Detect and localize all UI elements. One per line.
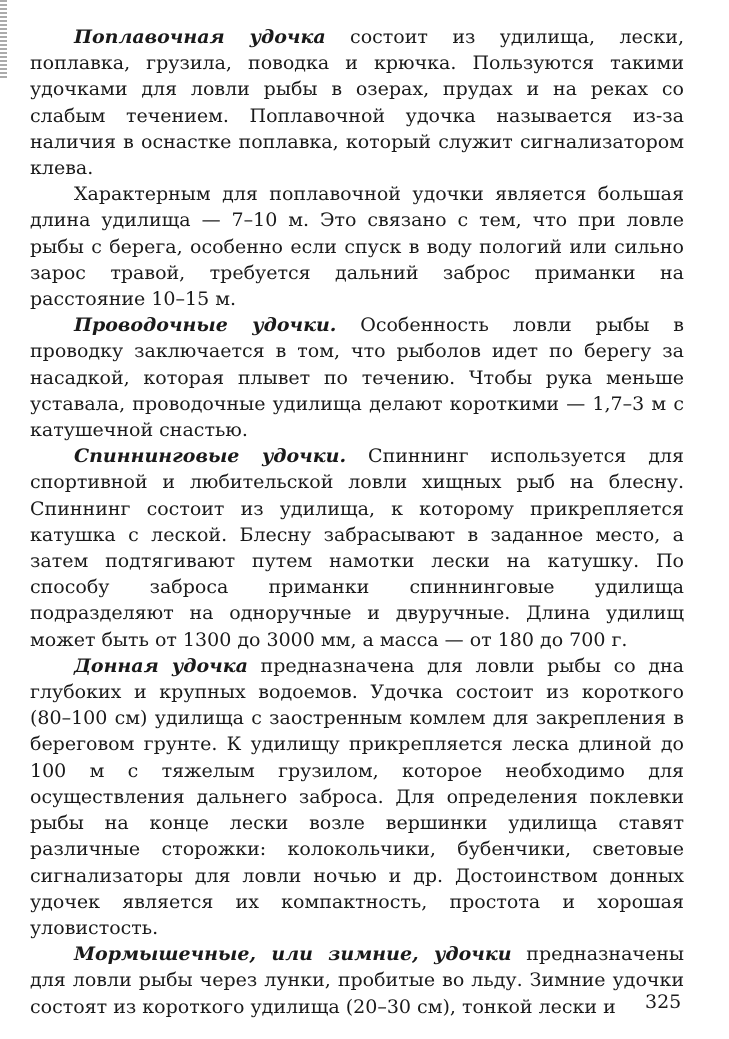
heading-drift-rods: Проводочные удочки.	[74, 314, 337, 337]
heading-bottom-rod: Донная удочка	[74, 654, 248, 677]
paragraph-float-rod	[30, 24, 684, 181]
paragraph-spinning-rods	[30, 443, 684, 653]
text-float-rod: состоит из удилища, лески, поплавка, грузила, поводка и крючка. Пользуются такими удочками для ловли рыбы в озерах, прудах и на реках со слабым течением. Поплавочной удочка называется из-за наличия в оснастке поплавка, который служит сигнализатором клева.	[30, 26, 684, 180]
heading-float-rod: Поплавочная удочка	[74, 26, 326, 48]
heading-spinning-rods: Спиннинговые удочки.	[74, 445, 347, 468]
paragraph-winter-rods	[30, 941, 684, 1020]
paragraph-drift-rods	[30, 312, 684, 443]
text-drift-rods: Особенность ловли рыбы в проводку заключается в том, что рыболов идет по берегу за насадкой, которая плывет по течению. Чтобы рука меньше уставала, проводочные удилища делают короткими — 1,7–3 м с катушечной снастью.	[30, 314, 684, 442]
text-float-rod-length: Характерным для поплавочной удочки является большая длина удилища — 7–10 м. Это связано с тем, что при ловле рыбы с берега, особенно если спуск в воду пологий или сильно зарос травой, требуется дальний заброс приманки на расстояние 10–15 м.	[30, 183, 684, 311]
scan-edge-mark	[0, 0, 7, 80]
paragraph-float-rod-length	[30, 181, 684, 312]
text-spinning-rods: Спиннинг используется для спортивной и любительской ловли хищных рыб на блесну. Спиннинг состоит из удилища, к которому прикрепляется катушка с леской. Блесну забрасывают в заданное место, а затем подтягивают путем намотки лески на катушку. По способу заброса приманки спиннинговые удилища подразделяют на одноручные и двуручные. Длина удилищ может быть от 1300 до 3000 мм, а масса — от 180 до 700 г.	[30, 445, 684, 651]
heading-winter-rods: Мормышечные, или зимние, удочки	[74, 943, 512, 966]
page-number: 325	[645, 991, 682, 1013]
text-bottom-rod: предназначена для ловли рыбы со дна глубоких и крупных водоемов. Удочка состоит из короткого (80–100 см) удилища с заостренным комлем для закрепления в береговом грунте. К удилищу прикрепляется леска длиной до 100 м с тяжелым грузилом, которое необходимо для осуществления дальнего заброса. Для определения поклевки рыбы на конце лески возле вершинки удилища ставят различные сторожки: колокольчики, бубенчики, световые сигнализаторы для ловли ночью и др. Достоинством донных удочек является их компактность, простота и хорошая уловистость.	[30, 654, 684, 939]
paragraph-bottom-rod	[30, 653, 684, 941]
document-page	[30, 24, 684, 1020]
text-winter-rods: предназначены для ловли рыбы через лунки, пробитые во льду. Зимние удочки состоят из короткого удилища (20–30 см), тонкой лески и	[30, 943, 684, 1018]
